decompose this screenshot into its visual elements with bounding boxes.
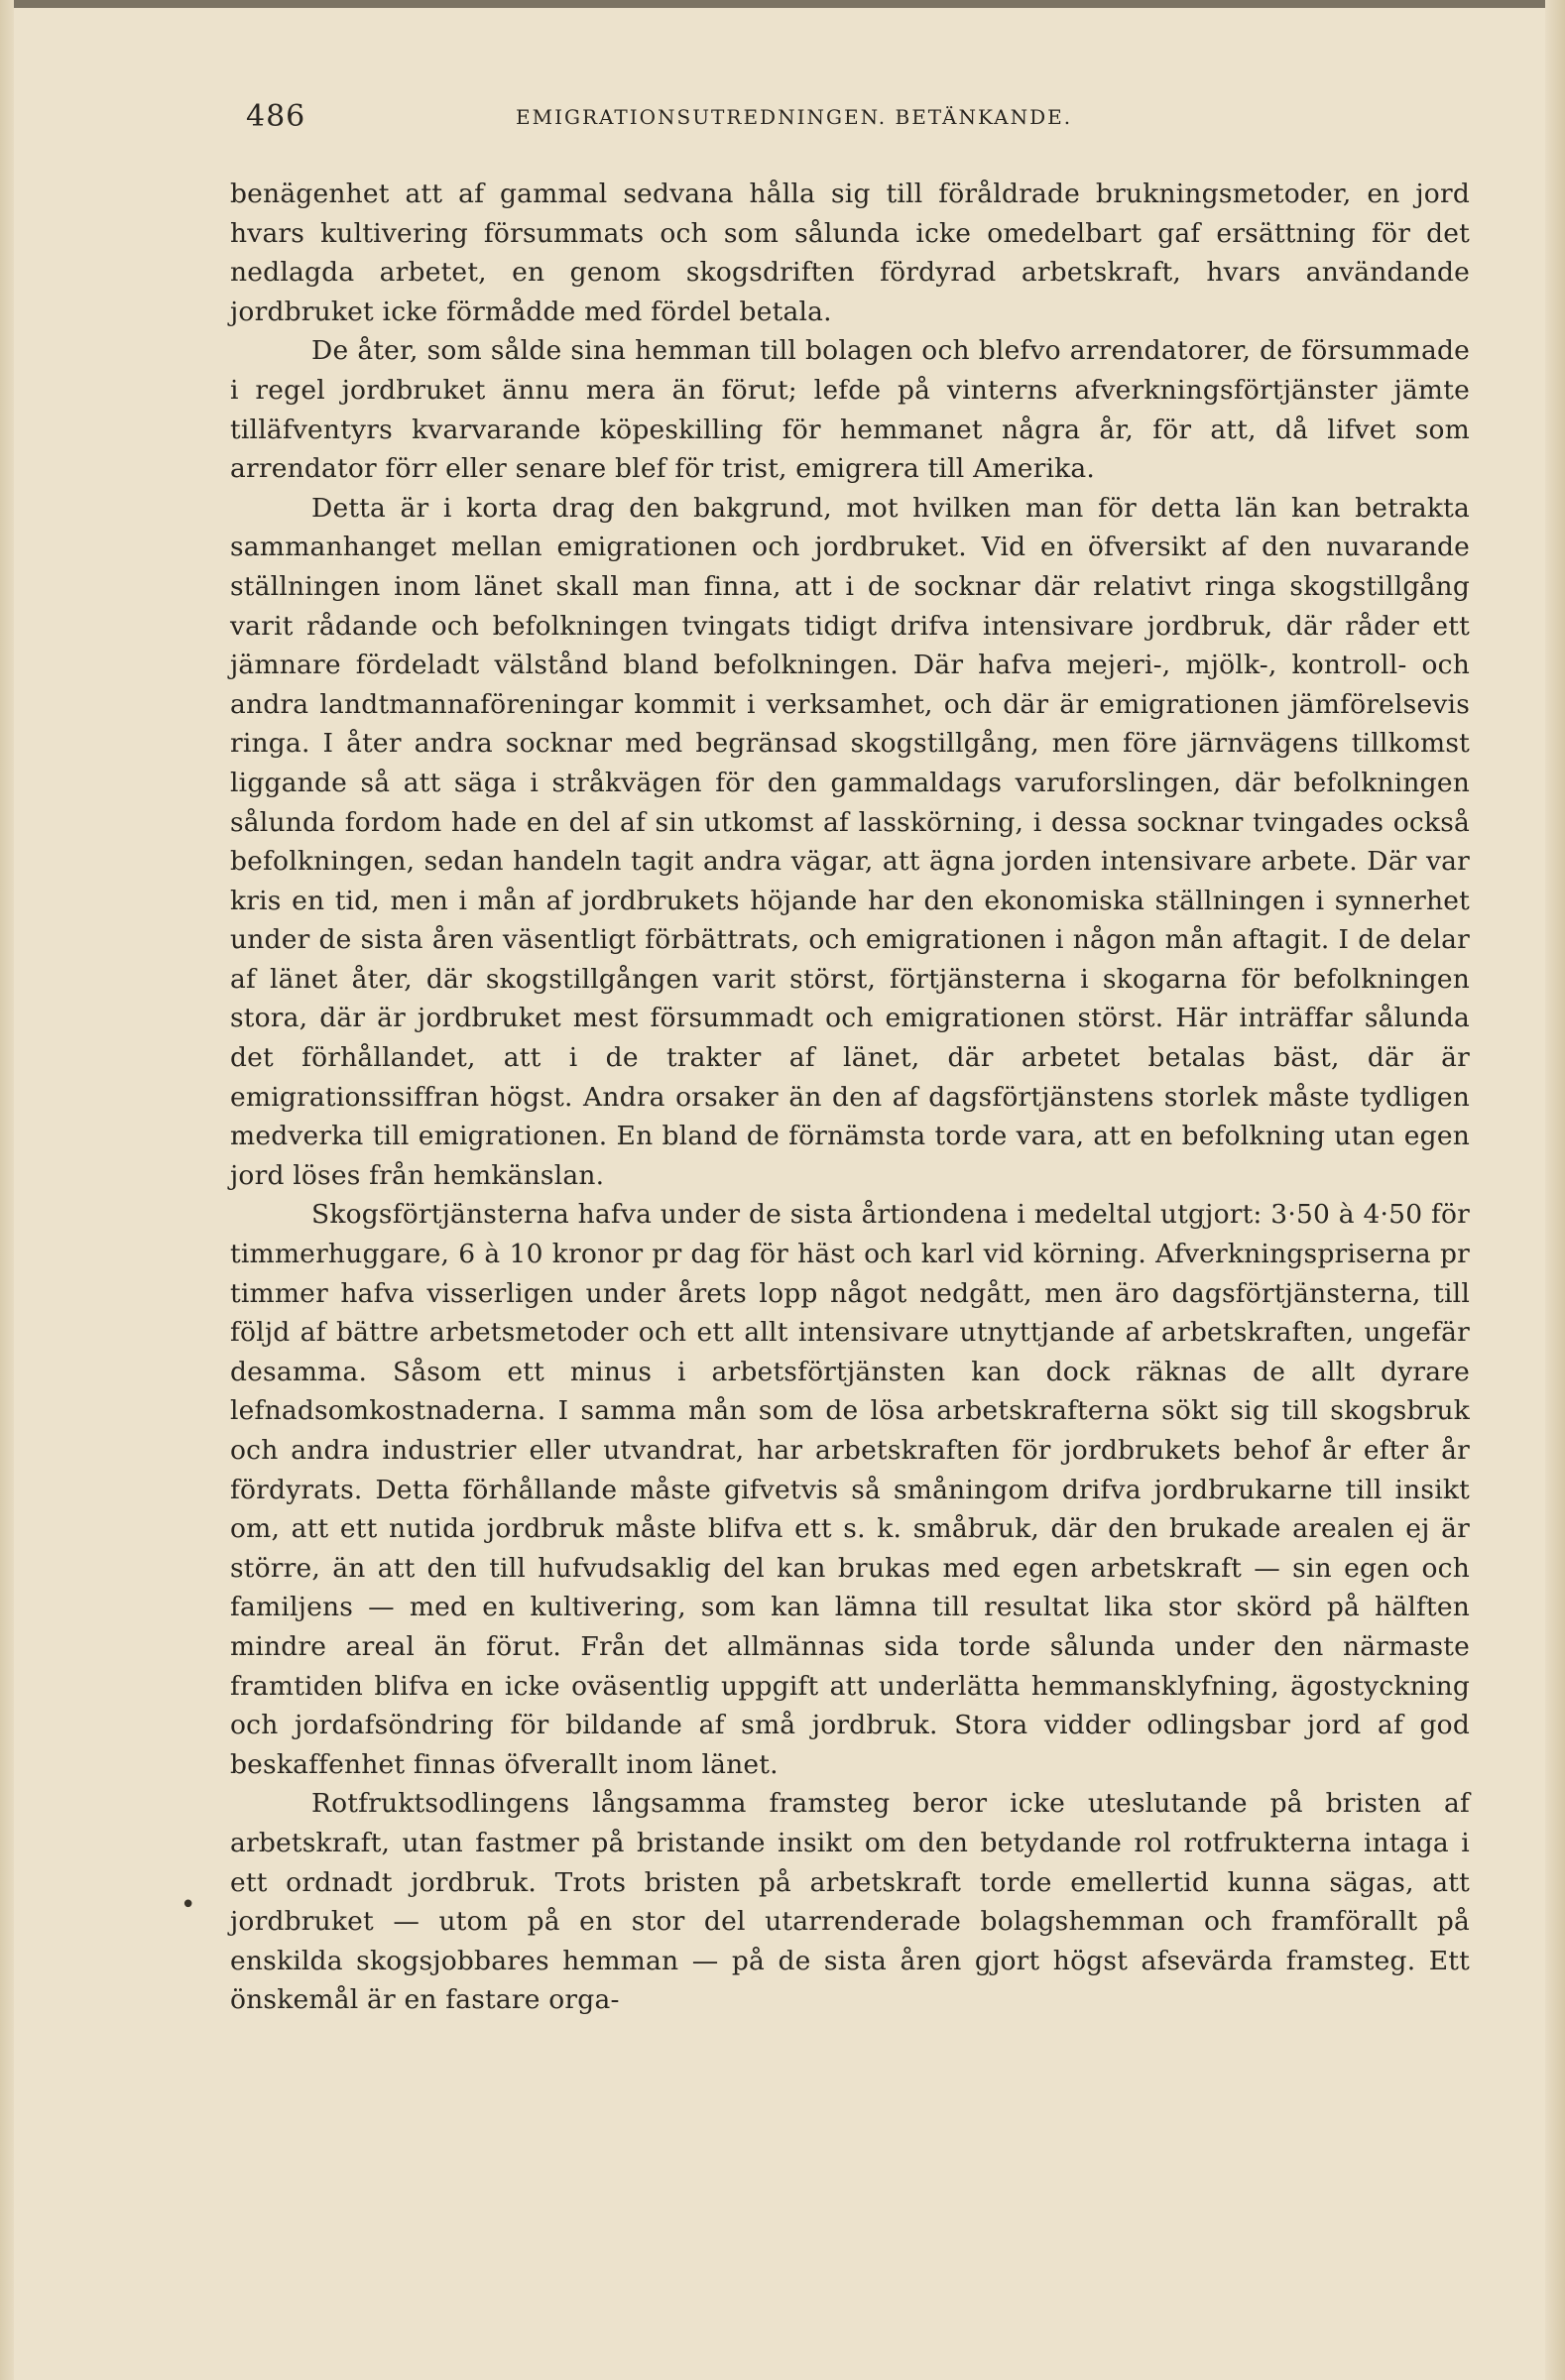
paragraph-3: Detta är i korta drag den bakgrund, mot hvilken man för detta län kan betrakta sammanhanget mellan emigrationen och jordbruket. Vid en öfversikt af den nuvarande ställningen inom länet skall man finna, att i de socknar där relativt ringa skogstillgång varit rådande och befolkningen tvingats tidigt drifva intensivare jordbruk, där råder ett jämnare fördeladt välstånd bland befolkningen. Där hafva mejeri-, mjölk-, kontroll- och andra landtmannaföreningar kommit i verksamhet, och där är emigrationen jämförelsevis ringa. I åter andra socknar med begränsad skogstillgång, men före järnvägens tillkomst liggande så att säga i stråkvägen för den gammaldags varuforslingen, där befolkningen sålunda fordom hade en del af sin utkomst af lasskörning, i dessa socknar tvingades också befolkningen, sedan handeln tagit andra vägar, att ägna jorden intensivare arbete. Där var kris en tid, men i mån af jordbrukets höjande har den ekonomiska ställningen i synnerhet under de sista åren väsentligt förbättrats, och emigrationen i någon mån aftagit. I de delar af länet åter, där skogstillgången varit störst, förtjänsterna i skogarna för befolkningen stora, där är jordbruket mest försummadt och emigrationen störst. Här inträffar sålunda det förhållandet, att i de trakter af länet, där arbetet betalas bäst, där är emigrationssiffran högst. Andra orsaker än den af dagsförtjänstens storlek måste tydligen medverka till emigrationen. En bland de förnämsta torde vara, att en befolkning utan egen jord löses från hemkänslan. xyxy=(230,492,1470,1191)
paragraph-4: Skogsförtjänsterna hafva under de sista årtiondena i medeltal utgjort: 3·50 à 4·50 för timmerhuggare, 6 à 10 kronor pr dag för häst och karl vid körning. Afverkningspriserna pr timmer hafva visserligen under årets lopp något nedgått, men äro dagsförtjänsterna, till följd af bättre arbetsmetoder och ett allt intensivare utnyttjande af arbetskraften, ungefär desamma. Såsom ett minus i arbetsförtjänsten kan dock räknas de allt dyrare lefnadsomkostnaderna. I samma mån som de lösa arbetskrafterna sökt sig till skogsbruk och andra industrier eller utvandrat, har arbetskraften för jordbrukets behof år efter år fördyrats. Detta förhållande måste gifvetvis så småningom drifva jordbrukarne till insikt om, att ett nutida jordbruk måste blifva ett s. k. småbruk, där den brukade arealen ej är större, än att den till hufvudsaklig del kan brukas med egen arbetskraft — sin egen och familjens — med en kultivering, som kan lämna till resultat lika stor skörd på hälften mindre areal än förut. Från det allmännas sida torde sålunda under den närmaste framtiden blifva en icke oväsentlig uppgift att underlätta hemmansklyfning, ägostyckning och jordafsöndring för bildande af små jordbruk. Stora vidder odlingsbar jord af god beskaffenhet finnas öfverallt inom länet. xyxy=(230,1199,1470,1780)
body-text xyxy=(230,175,1470,2020)
paragraph-1: benägenhet att af gammal sedvana hålla sig till föråldrade brukningsmetoder, en jord hvars kultivering försummats och som sålunda icke omedelbart gaf ersättning för det nedlagda arbetet, en genom skogsdriften fördyrad arbetskraft, hvars användande jordbruket icke förmådde med fördel betala. xyxy=(230,178,1470,327)
paragraph-5: Rotfruktsodlingens långsamma framsteg beror icke uteslutande på bristen af arbetskraft, utan fastmer på bristande insikt om den betydande rol rotfrukterna intaga i ett ordnadt jordbruk. Trots bristen på arbetskraft torde emellertid kunna sägas, att jordbruket — utom på en stor del utarrenderade bolagshemman och framförallt på enskilda skogsjobbares hemman — på de sista åren gjort högst afsevärda framsteg. Ett önskemål är en fastare orga- xyxy=(230,1788,1470,2016)
page-top-border xyxy=(0,0,1565,8)
paragraph-2: De åter, som sålde sina hemman till bolagen och blefvo arrendatorer, de försummade i regel jordbruket ännu mera än förut; lefde på vinterns afverkningsförtjänster jämte tilläfventyrs kvarvarande köpeskilling för hemmanet några år, för att, då lifvet som arrendator förr eller senare blef för trist, emigrera till Amerika. xyxy=(230,335,1470,485)
page-number: 486 xyxy=(246,99,306,134)
running-title: EMIGRATIONSUTREDNINGEN. BETÄNKANDE. xyxy=(516,105,1073,129)
page-left-edge xyxy=(0,0,14,2380)
page-right-edge xyxy=(1545,0,1565,2380)
margin-mark: • xyxy=(181,1890,196,1920)
running-head xyxy=(246,99,1451,139)
